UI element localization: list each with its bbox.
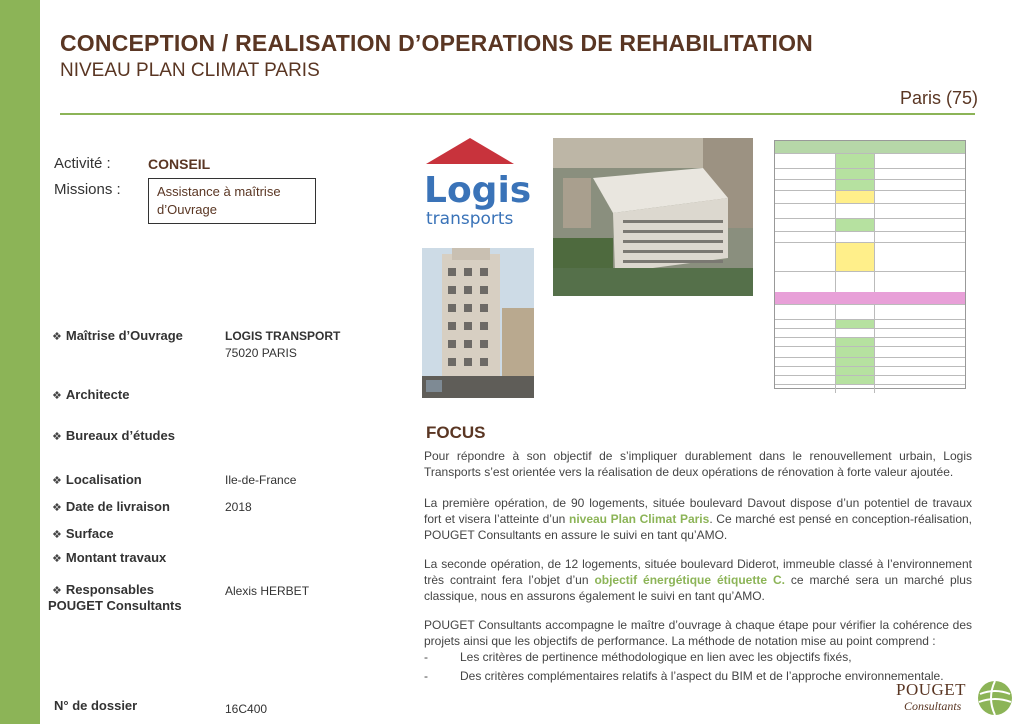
focus-bullet-2: - Des critères complémentaires relatifs à l’aspect du BIM et de l’approche environnementale. — [424, 669, 944, 683]
diamond-bullet-icon: ❖ — [52, 502, 62, 514]
logo-house-icon — [420, 138, 532, 230]
maitrise-value: LOGIS TRANSPORT — [225, 329, 341, 343]
activite-label: Activité : — [54, 155, 111, 172]
diamond-bullet-icon: ❖ — [52, 431, 62, 443]
diamond-bullet-icon: ❖ — [52, 529, 62, 541]
diamond-bullet-icon: ❖ — [52, 390, 62, 402]
activite-value: CONSEIL — [148, 156, 211, 172]
logis-transports-logo — [420, 138, 532, 230]
building-photo-aerial — [553, 138, 753, 296]
brand-name: POUGET — [896, 680, 967, 699]
field-surface: ❖ Surface — [52, 526, 114, 541]
localisation-value: Ile-de-France — [225, 473, 297, 487]
diamond-bullet-icon: ❖ — [52, 475, 62, 487]
page-subtitle: NIVEAU PLAN CLIMAT PARIS — [60, 60, 320, 81]
focus-paragraph-4: POUGET Consultants accompagne le maître d’ouvrage à chaque étape pour vérifier la cohérence des projets ainsi que les objectifs de performance. La méthode de notation mise au point comprend : — [424, 618, 972, 648]
field-bureaux: ❖ Bureaux d’études — [52, 428, 175, 443]
focus-paragraph-1: Pour répondre à son objectif de s’impliquer durablement dans le renouvellement urbain, Logis Transports s’est orientée vers la réalisation de deux opérations de rénovation à forte valeur ajoutée. — [424, 449, 972, 479]
focus-paragraph-3: La seconde opération, de 12 logements, située boulevard Diderot, immeuble classé à l’environnement très contraint fera l’objet d’un objectif énergétique étiquette C. ce marché sera un marché plus classique, nous en assurons également le suivi en tant qu’AMO. — [424, 557, 972, 603]
field-localisation: ❖ Localisation — [52, 472, 142, 487]
field-montant: ❖ Montant travaux — [52, 550, 167, 565]
brand-tagline: Consultants — [904, 699, 962, 713]
field-responsables: ❖ Responsables — [52, 582, 155, 597]
highlight-etiquette-c: objectif énergétique étiquette C. — [594, 573, 785, 587]
missions-box — [148, 178, 316, 224]
livraison-value: 2018 — [225, 500, 252, 514]
field-architecte: ❖ Architecte — [52, 387, 130, 402]
focus-bullet-1: - Les critères de pertinence méthodologique en lien avec les objectifs fixés, — [424, 650, 852, 664]
header-divider — [60, 113, 975, 115]
focus-title: FOCUS — [426, 423, 486, 442]
maitrise-value-city: 75020 PARIS — [225, 346, 297, 360]
missions-line1: Assistance à maîtrise — [157, 184, 281, 199]
missions-line2: d’Ouvrage — [157, 202, 217, 217]
globe-icon — [976, 678, 1014, 718]
field-livraison: ❖ Date de livraison — [52, 499, 170, 514]
diamond-bullet-icon: ❖ — [52, 585, 62, 597]
responsables-value: Alexis HERBET — [225, 584, 310, 598]
diamond-bullet-icon: ❖ — [52, 553, 62, 565]
focus-paragraph-2: La première opération, de 90 logements, située boulevard Davout dispose d’un potentiel de travaux fort et visera l’atteinte d’un niveau Plan Climat Paris. Ce marché est pensé en conception-réalisation, POUGET Consultants en assure le suivi en tant qu’AMO. — [424, 496, 972, 542]
field-maitrise: ❖ Maîtrise d’Ouvrage — [52, 328, 183, 343]
table-header-pink — [775, 292, 965, 304]
missions-label: Missions : — [54, 181, 121, 198]
highlight-plan-climat: niveau Plan Climat Paris — [568, 512, 710, 526]
diamond-bullet-icon: ❖ — [52, 331, 62, 343]
criteria-table-image — [774, 140, 966, 389]
svg-text:Logis: Logis — [424, 170, 532, 211]
svg-text:transports: transports — [426, 209, 514, 229]
left-accent-bar — [0, 0, 40, 724]
table-header-green — [775, 141, 965, 153]
location-label: Paris (75) — [899, 88, 978, 108]
field-responsables-company: POUGET Consultants — [48, 598, 182, 613]
pouget-consultants-logo — [896, 678, 1016, 720]
field-dossier: N° de dossier — [54, 698, 138, 713]
page-title: CONCEPTION / REALISATION D’OPERATIONS DE REHABILITATION — [60, 30, 813, 56]
dossier-value: 16C400 — [225, 702, 268, 716]
building-photo-street — [422, 248, 534, 398]
